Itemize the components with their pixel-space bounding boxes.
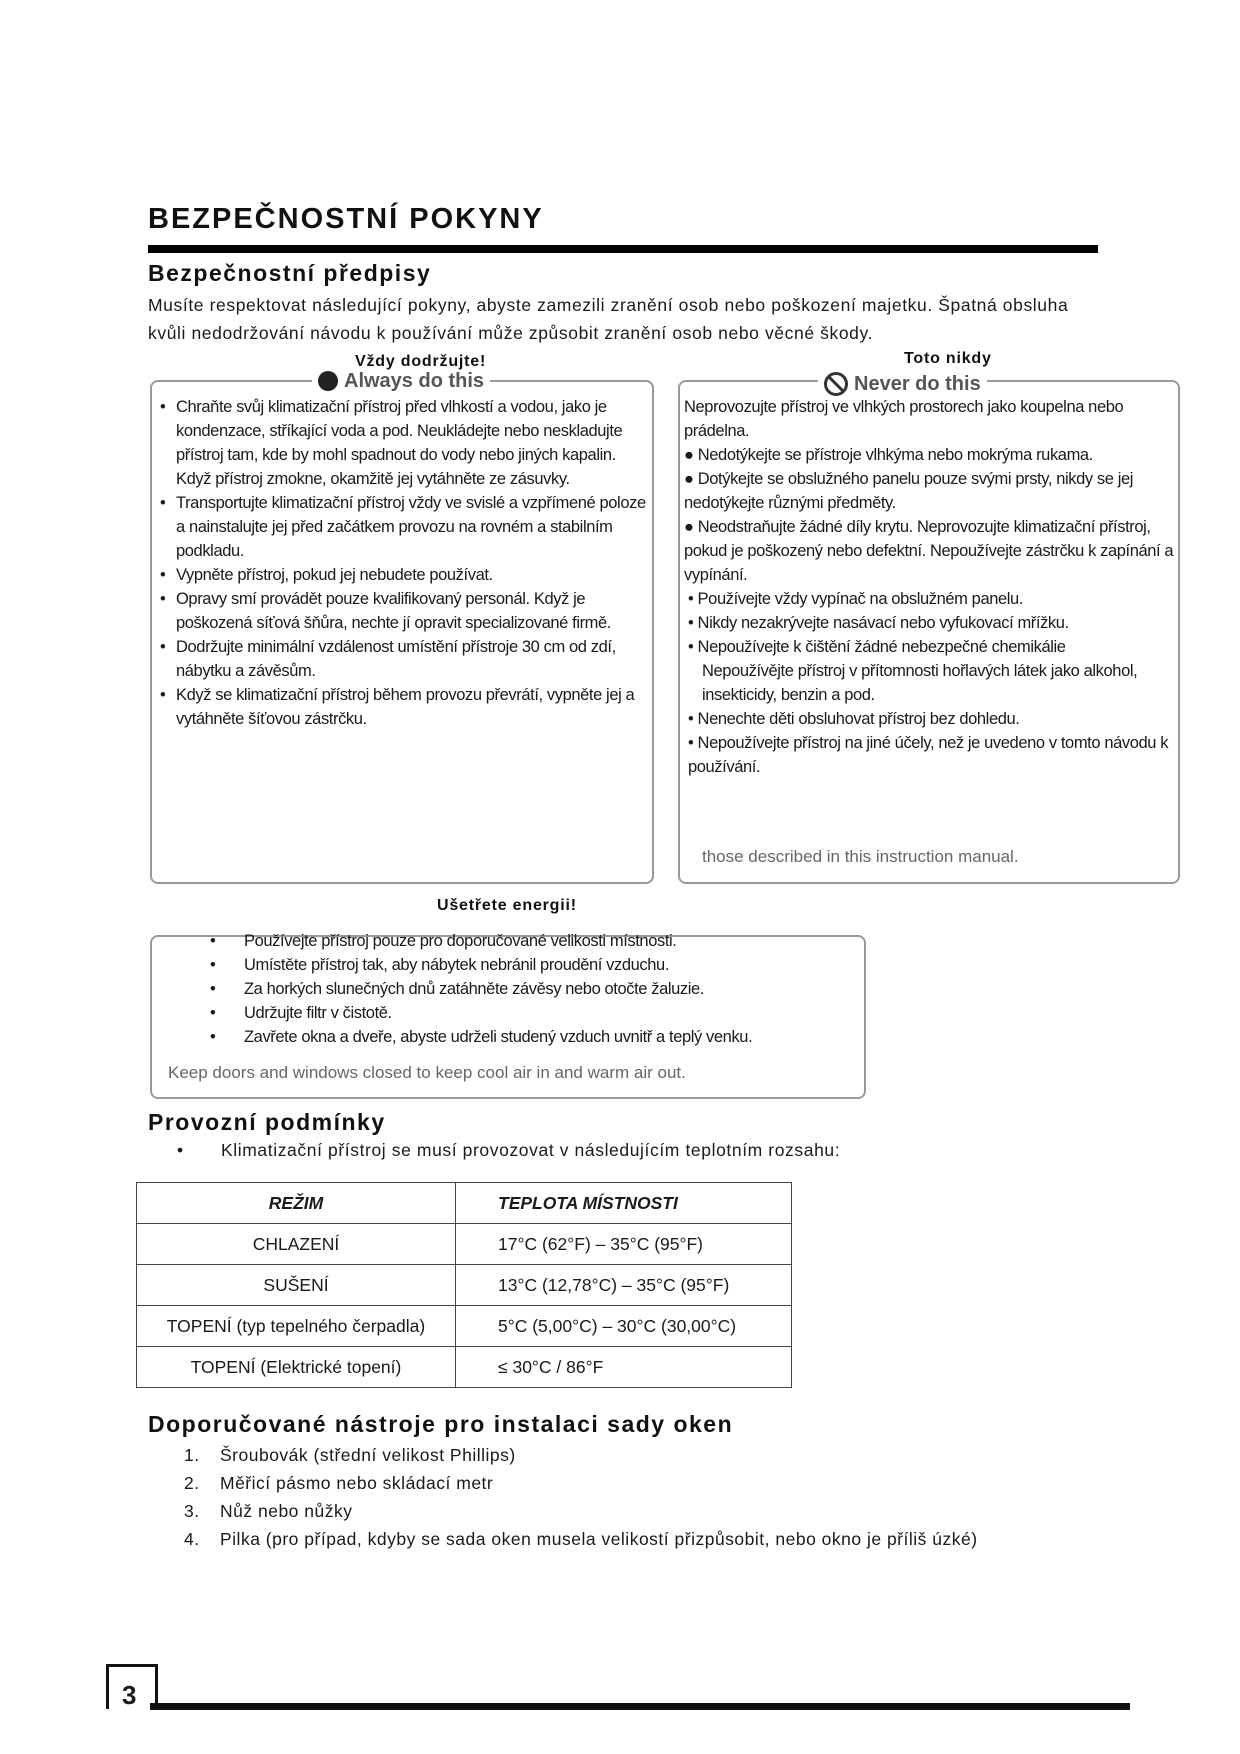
list-item: • Zavřete okna a dveře, abyste udrželi studený vzduch uvnitř a teplý venku. <box>210 1025 850 1049</box>
section-heading-operating: Provozní podmínky <box>148 1109 386 1135</box>
list-item: • Nikdy nezakrývejte nasávací nebo vyfukovací mřížku. <box>688 614 1069 632</box>
list-item: • Když se klimatizační přístroj během provozu převrátí, vypněte jej a vytáhněte šíťovou zástrčku. <box>160 683 650 731</box>
list-item: Neprovozujte přístroj ve vlhkých prostorech jako koupelna nebo prádelna. <box>684 398 1124 440</box>
safety-intro: Musíte respektovat následující pokyny, abyste zamezili zranění osob nebo poškození majetku. Špatná obsluha kvůli nedodržování návodu k používání může způsobit zranění osob nebo věcné škody. <box>148 295 1069 343</box>
section-heading-safety: Bezpečnostní předpisy <box>148 260 432 286</box>
table-row <box>137 1265 792 1306</box>
table-cell: 17°C (62°F) – 35°C (95°F) <box>456 1224 792 1265</box>
always-caption: Vždy dodržujte! <box>355 353 487 370</box>
list-item: • Za horkých slunečných dnů zatáhněte závěsy nebo otočte žaluzie. <box>210 977 850 1001</box>
list-item: 2. Měřicí pásmo nebo skládací metr <box>184 1473 494 1493</box>
list-item: • Používejte vždy vypínač na obslužném panelu. <box>688 590 1023 608</box>
table-header: TEPLOTA MÍSTNOSTI <box>456 1183 792 1224</box>
warning-icon <box>318 371 338 391</box>
table-row <box>137 1347 792 1388</box>
page-title: BEZPEČNOSTNÍ POKYNY <box>148 203 544 235</box>
section-heading-tools: Doporučované nástroje pro instalaci sady oken <box>148 1411 734 1437</box>
list-item: • Nepoužívejte k čištění žádné nebezpečné chemikálie <box>688 638 1066 656</box>
table-row <box>137 1306 792 1347</box>
never-ghost-label: Never do this <box>818 372 987 396</box>
list-item: 1. Šroubovák (střední velikost Phillips) <box>184 1445 516 1465</box>
always-ghost-label: Always do this <box>312 370 490 392</box>
table-cell: SUŠENÍ <box>137 1265 456 1306</box>
table-cell: TOPENÍ (Elektrické topení) <box>137 1347 456 1388</box>
list-item: • Nepoužívejte přístroj na jiné účely, než je uvedeno v tomto návodu k používání. <box>688 734 1169 776</box>
never-ghost-bottom: those described in this instruction manual. <box>702 847 1019 866</box>
table-cell: ≤ 30°C / 86°F <box>456 1347 792 1388</box>
list-item: • Transportujte klimatizační přístroj vždy ve svislé a vzpřímené poloze a nainstalujte jej před začátkem provozu na rovném a stabilním podkladu. <box>160 491 650 563</box>
list-item: • Vypněte přístroj, pokud jej nebudete používat. <box>160 563 650 587</box>
table-header-row <box>137 1183 792 1224</box>
list-item: • Používejte přístroj pouze pro doporučované velikosti místnosti. <box>210 929 850 953</box>
operating-bullet: • Klimatizační přístroj se musí provozovat v následujícím teplotním rozsahu: <box>185 1140 840 1161</box>
save-ghost-bottom: Keep doors and windows closed to keep cool air in and warm air out. <box>168 1063 686 1082</box>
table-row <box>137 1224 792 1265</box>
footer-rule <box>150 1703 1130 1710</box>
list-item: • Opravy smí provádět pouze kvalifikovaný personál. Když je poškozená síťová šňůra, nechte jí opravit specializované firmě. <box>160 587 650 635</box>
page-number: 3 <box>122 1680 137 1710</box>
list-item: • Umístěte přístroj tak, aby nábytek nebránil proudění vzduchu. <box>210 953 850 977</box>
save-energy-caption: Ušetřete energii! <box>437 897 577 914</box>
list-item: ● Nedotýkejte se přístroje vlhkýma nebo mokrýma rukama. <box>684 446 1093 464</box>
table-header: REŽIM <box>137 1183 456 1224</box>
table-cell: 5°C (5,00°C) – 30°C (30,00°C) <box>456 1306 792 1347</box>
list-item: • Nenechte děti obsluhovat přístroj bez dohledu. <box>688 710 1020 728</box>
table-cell: CHLAZENÍ <box>137 1224 456 1265</box>
temperature-table <box>136 1182 792 1388</box>
table-cell: 13°C (12,78°C) – 35°C (95°F) <box>456 1265 792 1306</box>
never-caption: Toto nikdy <box>904 350 992 367</box>
list-item: 3. Nůž nebo nůžky <box>184 1501 353 1521</box>
list-item: Nepoužívějte přístroj v přítomnosti hořlavých látek jako alkohol, insekticidy, benzin a pod. <box>702 662 1138 704</box>
tools-list <box>148 1441 978 1553</box>
list-item: • Dodržujte minimální vzdálenost umístění přístroje 30 cm od zdí, nábytku a závěsům. <box>160 635 650 683</box>
list-item: • Udržujte filtr v čistotě. <box>210 1001 850 1025</box>
list-item: ● Dotýkejte se obslužného panelu pouze svými prsty, nikdy se jej nedotýkejte různými předměty. <box>684 470 1134 512</box>
always-list <box>160 395 650 731</box>
save-energy-list <box>210 929 850 1049</box>
list-item: ● Neodstraňujte žádné díly krytu. Neprovozujte klimatizační přístroj, pokud je poškozený nebo defektní. Nepoužívejte zástrčku k zapínání a vypínání. <box>684 518 1174 584</box>
prohibited-icon <box>824 372 848 396</box>
never-list <box>684 395 1174 779</box>
list-item: 4. Pilka (pro případ, kdyby se sada oken musela velikostí přizpůsobit, nebo okno je příliš úzké) <box>184 1529 978 1549</box>
title-rule <box>148 245 1098 253</box>
list-item: • Chraňte svůj klimatizační přístroj před vlhkostí a vodou, jako je kondenzace, stříkající voda a pod. Neukládejte nebo neskladujte přístroj tam, kde by mohl spadnout do vody nebo jiných kapalin. Když přístroj zmokne, okamžitě jej vytáhněte ze zásuvky. <box>160 395 650 491</box>
table-cell: TOPENÍ (typ tepelného čerpadla) <box>137 1306 456 1347</box>
